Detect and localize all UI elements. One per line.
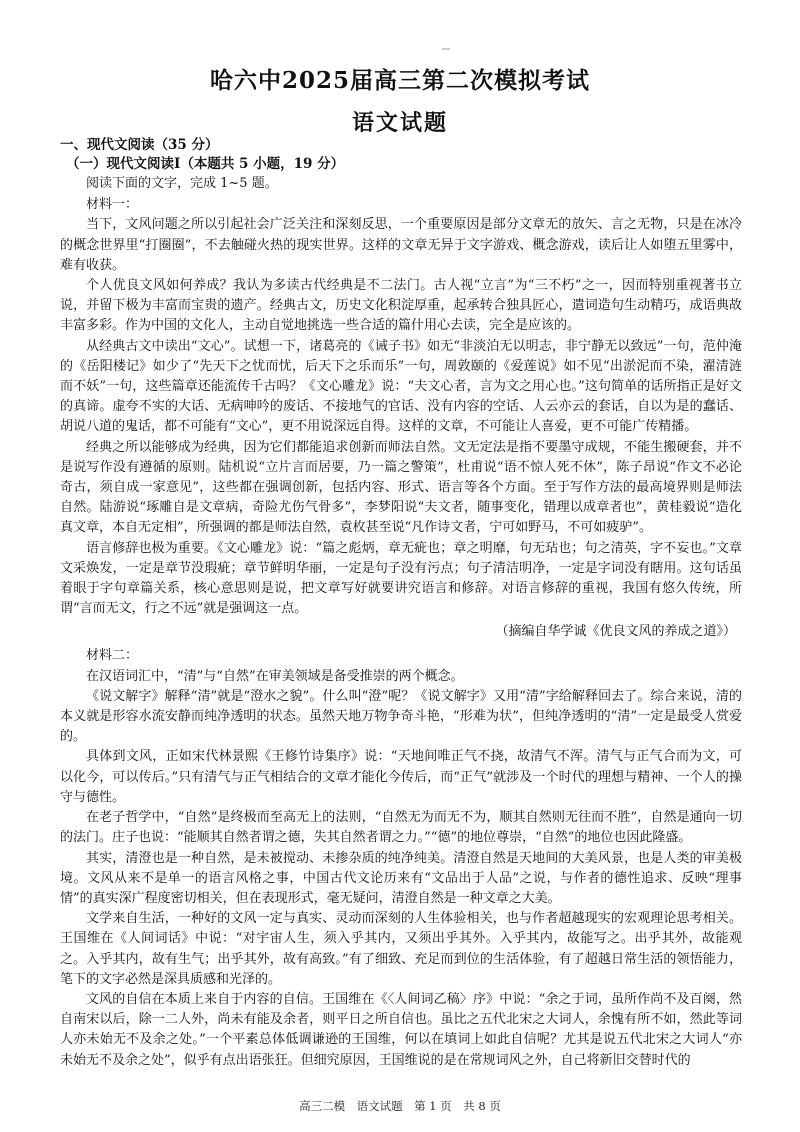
exam-content [60, 136, 742, 1071]
scan-speck [442, 48, 450, 50]
source-citation: （摘编自华学诚《优良文风的养成之道》） [495, 624, 736, 640]
instruction: 阅读下面的文字，完成 1~5 题。 [86, 176, 278, 191]
material-label: 材料二： [86, 648, 139, 664]
paragraph: 个人优良文风如何养成？我认为多读古代经典是不二法门。古人视“立言”为“三不朽”之一，因而特别重视著书立说，并留下极为丰富而宝贵的遗产。经典古文，历史文化积淀厚重，起承转合独具匠心，遣词造句生动精巧，成语典故丰富多彩。作为中国的文化人，主动自觉地挑选一些合适的篇什用心去读，完全是应该的。 [60, 278, 742, 334]
paragraph: 其实，清澄也是一种自然，是未被搅动、未掺杂质的纯净纯美。清澄自然是天地间的大美风景，也是人类的审美极境。文风从来不是单一的语言风格之事，中国古代文论历来有“文品出于人品”之说，与作者的德性追求、反映“理事情”的真实深广程度密切相关，但在表现形式，毫无疑问，清澄自然是一种文章之大美。 [60, 850, 742, 906]
exam-title: 哈六中2025届高三第二次模拟考试 [209, 67, 590, 94]
subject-title: 语文试题 [351, 110, 448, 136]
sub-section-heading: （一）现代文阅读Ⅰ（本题共 5 小题，19 分） [66, 156, 345, 172]
paragraph: 《说文解字》解释“清”就是“澄水之貌”。什么叫“澄”呢？《说文解字》又用“清”字给解释回去了。综合来说，清的本义就是形容水流安静而纯净透明的状态。虽然天地万物争奇斗艳，“形难为状”，但纯净透明的“清”一定是最受人赏爱的。 [60, 688, 742, 745]
paragraph: 文风的自信在本质上来自于内容的自信。王国维在《〈人间词乙稿〉序》中说：“余之于词，虽所作尚不及百阕，然自南宋以后，除一二人外，尚未有能及余者，则平日之所自信也。虽比之五代北宋之大词人，余愧有所不如，然此等词人亦未始无不及余之处。”一个平素总体低调谦逊的王国维，何以在填词上如此自信呢？尤其是说五代北宋之大词人“亦未始无不及余之处”，似乎有点出语张狂。但细究原因，王国维说的是在常规词风之外，自己将新旧交替时代的 [60, 991, 742, 1068]
section-heading: 一、现代文阅读（35 分） [60, 137, 219, 153]
paragraph: 经典之所以能够成为经典，因为它们都能追求创新而师法自然。文无定法是指不要墨守成规，不能生搬硬套，并不是说写作没有遵循的原则。陆机说“立片言而居要，乃一篇之警策”，杜甫说“语不惊人死不休”，陈子昂说“作文不必论奇古，须自成一家意见”，这些都在强调创新，包括内容、形式、语言等各个方面。至于写作方法的最高境界则是师法自然。陆游说“琢雕自是文章病，奇险尤伤气骨多”，李梦阳说“夫文者，随事变化，错理以成章者也”，黄桂毅说“造化真文章，本自无定相”，所强调的都是师法自然，袁枚甚至说“凡作诗文者，宁可如野马，不可如疲驴”。 [60, 439, 742, 536]
paragraph: 语言修辞也极为重要。《文心雕龙》说：“篇之彪炳，章无疵也；章之明靡，句无玷也；句之清英，字不妄也。”文章文采焕发，一定是章节没瑕疵；章节鲜明华丽，一定是句子没有污点；句子清洁明净，一定是字词没有瞎用。这句话虽着眼于字句章篇关系，核心意思则是说，把文章写好就要讲究语言和修辞。对语言修辞的重视，我国有悠久传统，所谓“言而无文，行之不远”就是强调这一点。 [60, 540, 742, 617]
material-label: 材料一： [86, 197, 139, 213]
paragraph: 具体到文风，正如宋代林景熙《王修竹诗集序》说：“天地间唯正气不挠，故清气不浑。清气与正气合而为文，可以化今，可以传后。”只有清气与正气相结合的文章才能化今传后，而“正气”就涉及一个时代的理想与精神、一个人的操守与德性。 [60, 749, 742, 805]
paragraph: 在老子哲学中，“自然”是终极而至高无上的法则，“自然无为而无不为，顺其自然则无往而不胜”，自然是通向一切的法门。庄子也说：“能顺其自然者谓之德，失其自然者谓之力。”“德”的地位尊崇，“自然”的地位也因此隆盛。 [60, 810, 742, 846]
paragraph: 文学来自生活，一种好的文风一定与真实、灵动而深刻的人生体验相关，也与作者超越现实的宏观理论思考相关。王国维在《人间词话》中说：“对宇宙人生，须入乎其内，又须出乎其外。入乎其内，故能写之。出乎其外，故能观之。入乎其内，故有生气；出乎其外，故有高致。”有了细致、充足而到位的生活体验，有了超越日常生活的领悟能力，笔下的文字必然是深具质感和光泽的。 [60, 911, 742, 987]
page-footer: 高三二模 语文试题 第 1 页 共 8 页 [299, 1099, 501, 1113]
paragraph: 在汉语词汇中，“清”与“自然”在审美领域是备受推崇的两个概念。 [86, 668, 464, 684]
paragraph: 从经典古文中读出“文心”。试想一下，诸葛亮的《诫子书》如无“非淡泊无以明志，非宁静无以致远”一句，范仲淹的《岳阳楼记》如少了“先天下之忧而忧，后天下之乐而乐”一句，周敦颐的《爱莲说》如不见“出淤泥而不染，濯清涟而不妖”一句，这些篇章还能流传千古吗？《文心雕龙》说：“夫文心者，言为文之用心也。”这句简单的话所指正是好文的真谛。虚夸不实的大话、无病呻吟的废话、不接地气的官话、没有内容的空话、人云亦云的套话，自以为是的蠢话、胡说八道的鬼话，都不可能有“文心”，更不用说深远自得。这样的文章，不可能让人喜爱，更不可能广传精播。 [60, 338, 742, 435]
paragraph: 当下，文风问题之所以引起社会广泛关注和深刻反思，一个重要原因是部分文章无的放矢、言之无物，只是在冰冷的概念世界里“打圈圈”，不去触碰火热的现实世界。这样的文章无异于文字游戏、概念游戏，读后让人如堕五里雾中，难有收获。 [60, 217, 742, 273]
